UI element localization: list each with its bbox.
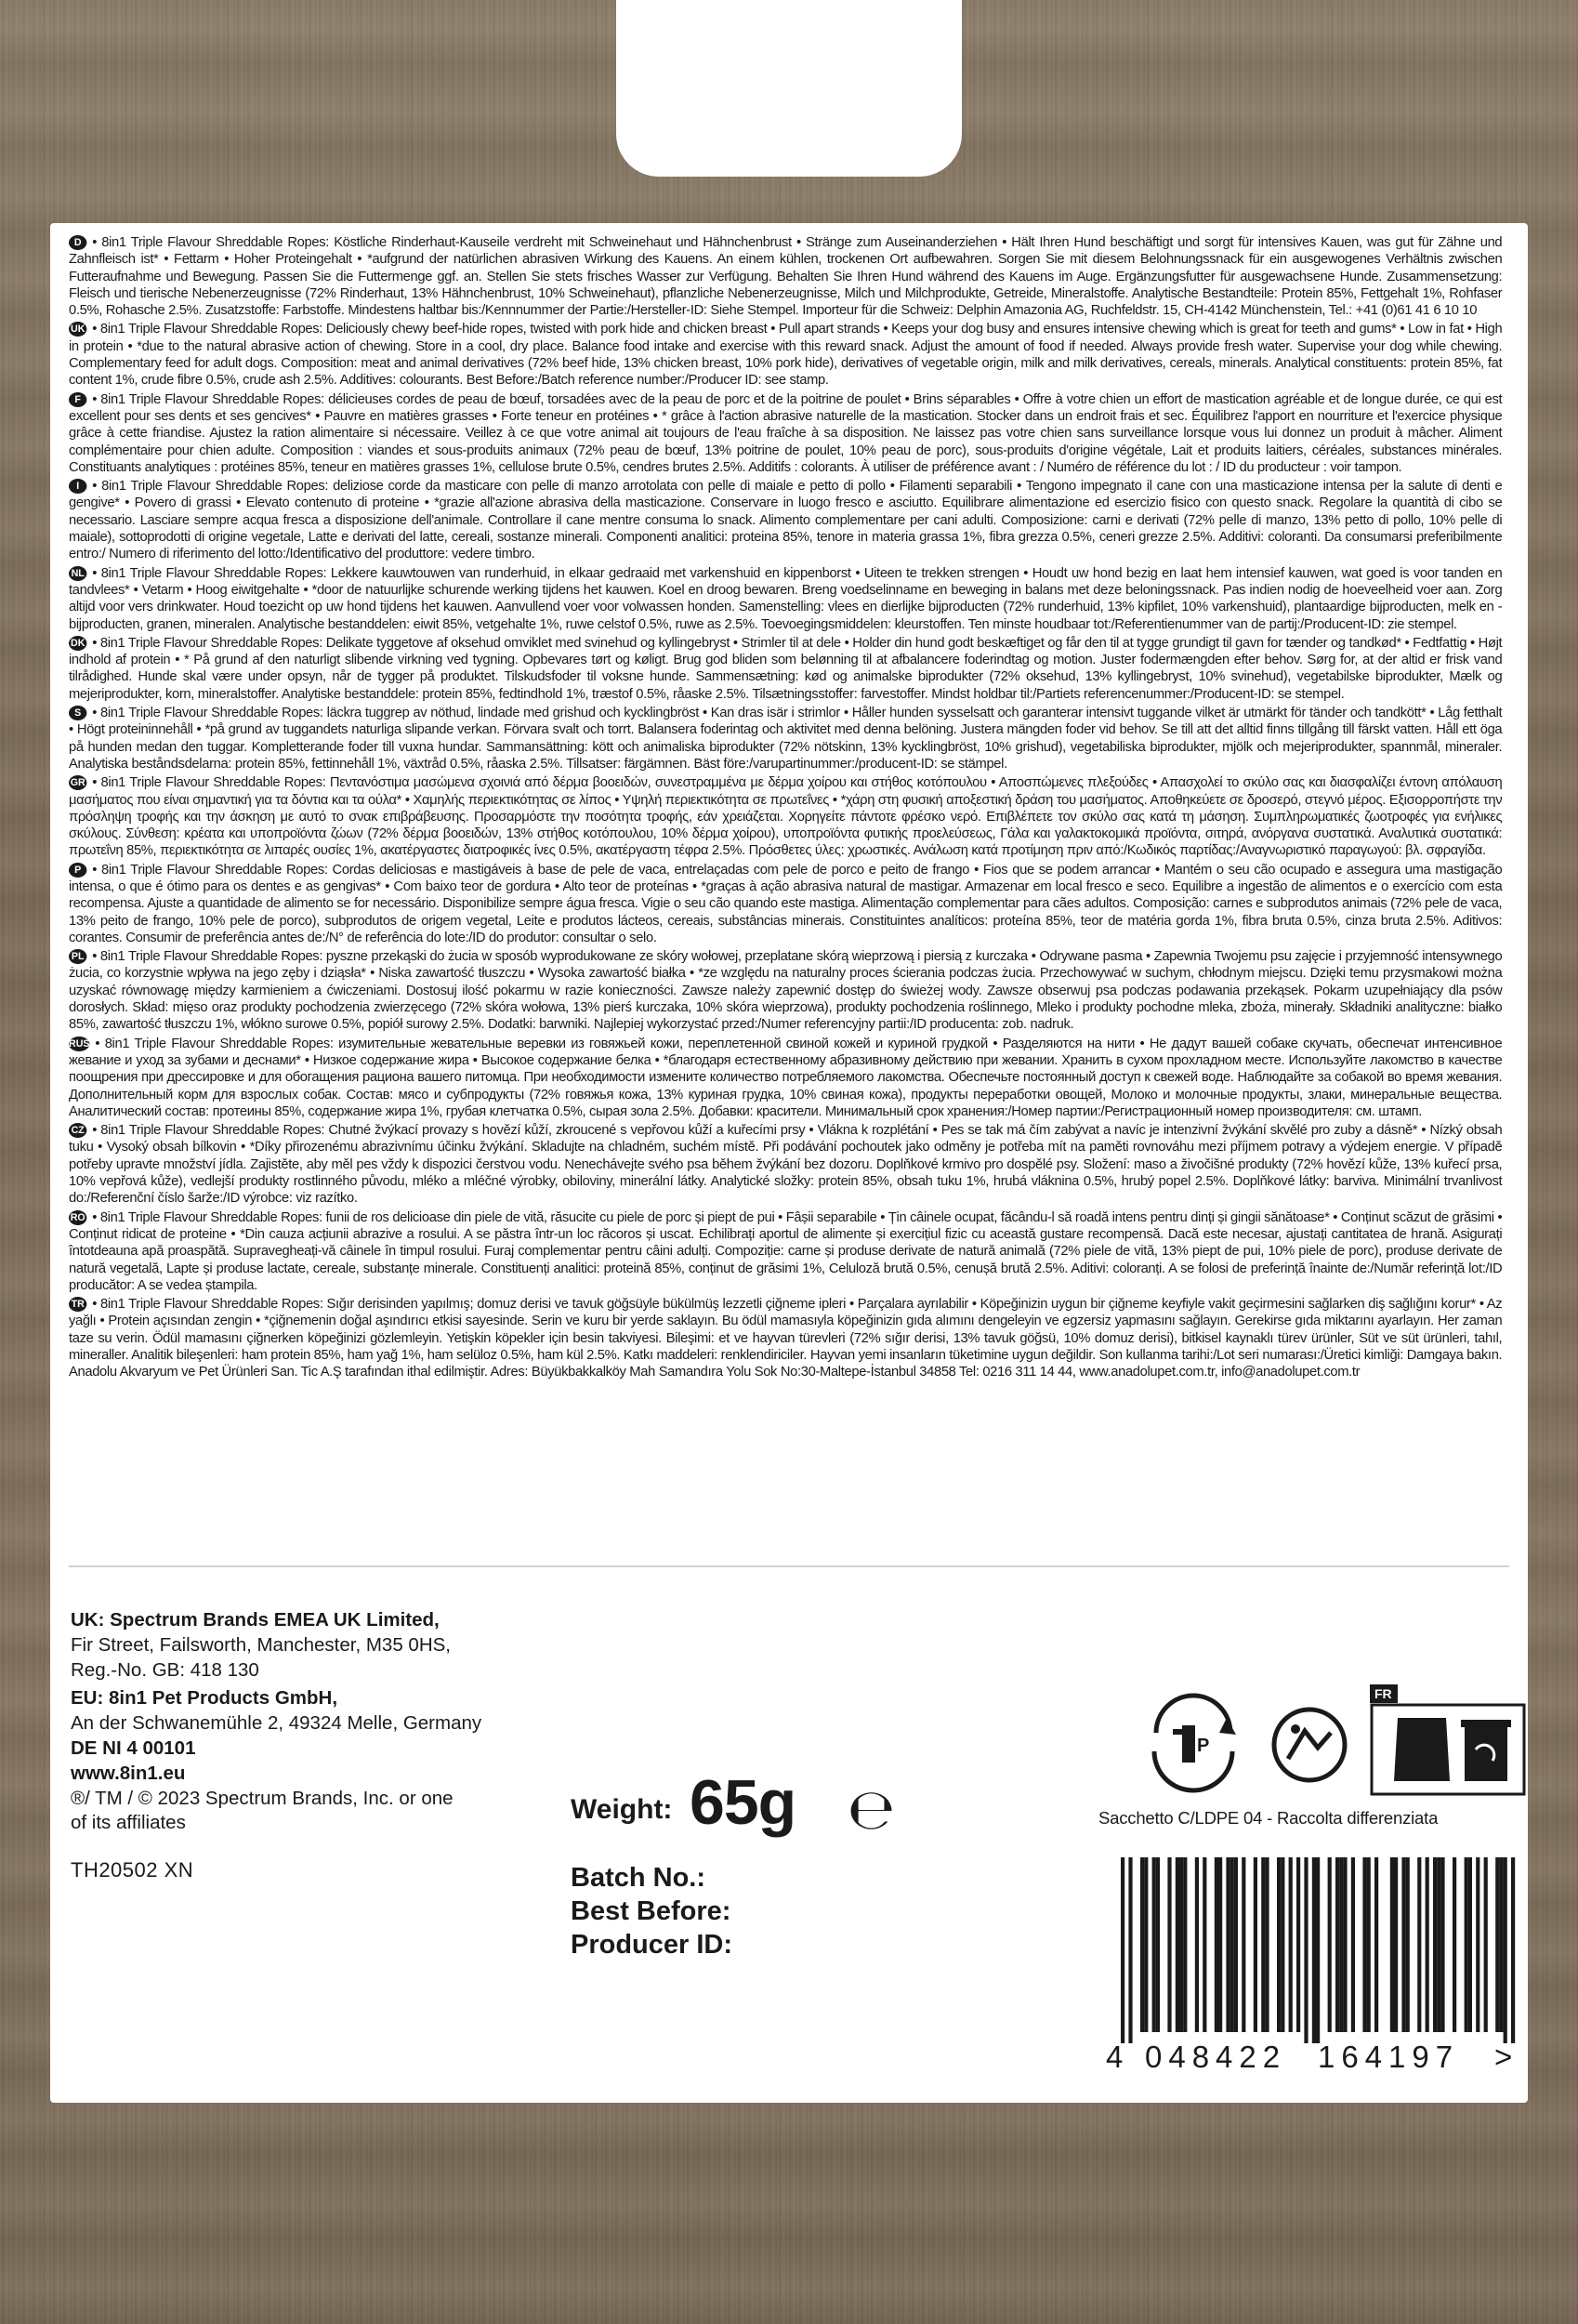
barcode-bar <box>1218 1857 1222 2032</box>
language-code-badge: TR <box>69 1297 86 1312</box>
ingredient-text: • 8in1 Triple Flavour Shreddable Ropes: изумительные жевательные веревки из говяжьей кожи, переплетенной свиной кожей и куриной грудкой • Разделяются на нити • Не дадут вашей собаке скучать, обеспечат интенсивное жевание и уход за зубами и деснами* • Низкое содержание жира • Высокое содержание белка • *благодаря естественному абразивному действию при жевании. Хранить в сухом прохладном месте. Используйте лакомство в качестве поощрения при дрессировке и для обогащения рациона вашего питомца. При необходимости измените количество потребляемого лакомства. Обеспечьте постоянный доступ к свежей воде. Наблюдайте за собакой во время жевания. Дополнительный корм для взрослых собак. Состав: мясо и субпродукты (72% говяжья кожа, 13% куриная грудка, 10% свиная кожа), продукты переработки овощей, Молоко и молочные продукты, злаки, минеральные вещества. Аналитический состав: протеины 85%, содержание жира 1%, грубая клетчатка 0.5%, сырая зола 2.5%. Добавки: красители. Минимальный срок хранения:/Номер партии:/Регистрационный номер производителя: см. штамп. <box>69 1035 1503 1119</box>
barcode-bar <box>1144 1857 1148 2032</box>
barcode-bar <box>1183 1857 1187 2032</box>
trademark-line2: of its affiliates <box>71 1812 186 1834</box>
barcode-bar <box>1401 1857 1405 2032</box>
fr-tag-label: FR <box>1374 1686 1392 1701</box>
recycling-icons <box>1128 1684 1528 1796</box>
barcode-digits-right: 164197 <box>1318 2040 1460 2074</box>
ingredient-block <box>69 948 1502 1033</box>
weight-label: Weight: <box>571 1794 673 1825</box>
weight-value: 65g <box>690 1767 796 1838</box>
barcode-bar <box>1156 1857 1160 2032</box>
ingredient-block <box>69 705 1502 772</box>
barcode-bar <box>1254 1857 1257 2032</box>
ingredient-text: • 8in1 Triple Flavour Shreddable Ropes: läckra tuggrep av nöthud, lindade med grishud och kycklingbröst • Kan dras isär i strimlor • Håller hunden sysselsatt och garanterar intensivt tuggande vilket är utmärkt för tänder och tandkött* • Låg fetthalt • Högt proteininnehåll • *på grund av tuggandets naturliga slipande verkan. Förvara svalt och torrt. Balansera foderintag och aktivitet med denna belöning. Justera mängden foder vid behov. Se till att det alltid finns tillgång till färskt vatten. Håll ett öga på hunden medan den tuggar. Kompletterande foder till vuxna hundar. Sammansättning: kött och animaliska biprodukter (72% nötskinn, 13% kycklingbröst, 10% grishud), vegetabiliska biprodukter, mjölk och mejeriprodukter, spannmål, mineraler. Analytiska beståndsdelarna: protein 85%, fettinnehåll 1%, växtråd 0.5%, råaska 2.5%. Tillsatser: färgämnen. Bäst före:/varupartinummer:/producent-ID: se stämpel. <box>69 705 1503 772</box>
barcode-bar <box>1417 1857 1421 2032</box>
barcode-bar <box>1176 1857 1179 2032</box>
batch-number-label: Batch No.: <box>571 1863 705 1893</box>
language-code-badge: NL <box>69 566 86 581</box>
barcode-bar <box>1234 1857 1238 2032</box>
triman-icon <box>1154 1696 1236 1790</box>
barcode-bar <box>1394 1857 1398 2032</box>
barcode-bar <box>1230 1857 1234 2032</box>
barcode-bar <box>1152 1857 1156 2032</box>
barcode-bar <box>1495 1857 1499 2032</box>
barcode-bar <box>1499 1857 1503 2032</box>
barcode-bar <box>1167 1857 1171 2032</box>
fr-tag <box>1370 1684 1398 1703</box>
hang-tab <box>616 0 962 177</box>
barcode-bar <box>1226 1857 1230 2032</box>
language-code-badge: UK <box>69 322 86 337</box>
barcode-bar <box>1426 1857 1429 2032</box>
barcode-bar <box>1312 1857 1316 2043</box>
divider <box>69 1565 1509 1567</box>
barcode-bar <box>1179 1857 1183 2032</box>
language-code-badge: P <box>69 863 86 878</box>
barcode-bar <box>1406 1857 1410 2032</box>
barcode-bar <box>1328 1857 1332 2032</box>
svg-text:P: P <box>1197 1736 1210 1756</box>
language-code-badge: I <box>69 479 86 494</box>
barcode-bar <box>1453 1857 1456 2032</box>
language-code-badge: GR <box>70 777 85 789</box>
de-code: DE NI 4 00101 <box>71 1736 196 1759</box>
e-mark-icon: ℮ <box>848 1777 896 1842</box>
language-code-badge: RUS <box>69 1037 90 1050</box>
ingredient-block <box>69 862 1502 946</box>
ingredient-block <box>69 635 1502 703</box>
barcode-bar <box>1203 1857 1206 2032</box>
barcode-bar <box>1195 1857 1199 2032</box>
eu-address: An der Schwanemühle 2, 49324 Melle, Germany <box>71 1712 482 1735</box>
barcode-bar <box>1351 1857 1355 2032</box>
ingredient-text: • 8in1 Triple Flavour Shreddable Ropes: Cordas deliciosas e mastigáveis à base de pele de vaca, entrelaçadas com pele de porco e peito de frango • Fios que se podem arrancar • Mantém o seu cão ocupado e assegura uma mastigação intensa, o que é ótimo para os dentes e as gengivas* • Com baixo teor de gordura • Alto teor de proteínas • *graças à ação abrasiva natural de mastigar. Armazenar em local fresco e seco. Equilibre a ingestão de alimentos e o exercício com esta recompensa. Ajuste a quantidade de alimento se for necessário. Disponibilize sempre água fresca. Vigie o seu cão quando este mastiga. Alimentação complementar para cães adultos. Composição: carnes e subprodutos animais (72% pele de vaca, 13% peito de frango, 10% pele de porco), subprodutos de origem vegetal, Leite e produtos lácteos, cereais, substâncias minerais. Constituintes analíticos: proteína 85%, teor de matéria gorda 1%, fibra bruta 0.5%, cinza bruta 2.5%. Aditivos: corantes. Consumir de preferência antes de:/N° de referência do lote:/ID do produtor: consultar o selo. <box>69 861 1503 945</box>
ingredient-text: • 8in1 Triple Flavour Shreddable Ropes: Lekkere kauwtouwen van runderhuid, in elkaar gedraaid met varkenshuid en kippenborst • Uiteen te trekken strengen • Houdt uw hond bezig en laat hem intensief kauwen, wat goed is voor tanden en tandvlees* • Vetarm • Hoog eiwitgehalte • *door de natuurlijke schurende werking tijdens het kauwen. Koel en droog bewaren. Breng voedselinname en beweging in balans met deze beloningssnack. Pas indien nodig de hoeveelheid voer aan. Zorg altijd voor vers drinkwater. Houd toezicht op uw hond tijdens het kauwen. Aanvullend voer voor volwassen honden. Samenstelling: vlees en dierlijke bijproducten (72% runderhuid, 13% kipfilet, 10% varkenshuid), plantaardige bijproducten, melk en -bijproducten, granen, mineralen. Analytische bestanddelen: eiwit 85%, vetgehalte 1%, ruwe celstof 0.5%, ruwe as 2.5%. Toevoegingsmiddelen: kleurstoffen. Ten minste houdbaar tot:/Referentienummer van de partij:/Producent-ID: zie stempel. <box>69 564 1503 632</box>
ingredient-text: • 8in1 Triple Flavour Shreddable Ropes: Deliciously chewy beef-hide ropes, twisted with pork hide and chicken breast • Pull apart strands • Keeps your dog busy and ensures intensive chewing which is great for teeth and gums* • Low in fat • High in protein • *due to the natural abrasive action of chewing. Store in a cool, dry place. Balance food intake and exercise with this reward snack. Adjust the amount of food if needed. Always provide fresh water. Supervise your dog while chewing. Complementary feed for adult dogs. Composition: meat and animal derivatives (72% beef hide, 13% chicken breast, 10% pork hide), derivatives of vegetable origin, milk and milk derivatives, cereals, minerals. Analytical constituents: protein 85%, fat content 1%, crude fibre 0.5%, crude ash 2.5%. Additives: colourants. Best Before:/Batch reference number:/Producer ID: see stamp. <box>69 321 1503 389</box>
barcode-bar <box>1121 1857 1124 2043</box>
ingredient-block <box>69 1296 1502 1380</box>
uk-company: UK: Spectrum Brands EMEA UK Limited, <box>71 1609 440 1631</box>
language-code-badge: F <box>69 392 86 407</box>
barcode-bar <box>1289 1857 1293 2032</box>
barcode-bar <box>1374 1857 1378 2032</box>
manufacturer-info <box>71 1608 554 1883</box>
batch-info <box>571 1861 732 1961</box>
ingredient-text: • 8in1 Triple Flavour Shreddable Ropes: Sığır derisinden yapılmış; domuz derisi ve tavuk göğsüyle bükülmüş lezzetli çiğneme ipleri • Parçalara ayrılabilir • Köpeğinizin uygun bir çiğneme keyfiyle vakit geçirmesini sağlarken diş sağlığını korur* • Az yağlı • Protein açısından zengin • *çiğnemenin doğal aşındırıcı etkisi sayesinde. Serin ve kuru bir yerde saklayın. Bu ödül mamasıyla köpeğinizin gıda alımını dengeleyin ve egzersiz yapmasını sağlayın. Gerekirse gıda miktarını ayarlayın. Her zaman taze su verin. Ödül mamasını çiğnerken köpeğinizi gözlemleyin. Yetişkin köpekler için besin takviyesi. Bileşimi: et ve hayvan türevleri (72% sığır derisi, 13% tavuk göğsü, 10% domuz derisi), bitkisel kaynaklı türev ürünler, Süt ve süt ürünleri, tahıl, mineraller. Analitik bileşenleri: ham protein 85%, ham yağ 1%, ham selüloz 0.5%, ham kül 2.5%. Katkı maddeleri: renklendiriciler. Hayvan yemi insanların tüketimine uygun değildir. Son kullanma tarihi:/Lot seri numarası:/Üretici kimliği: Damgaya bakın. Anadolu Akvaryum ve Pet Ürünleri San. Tic A.Ş tarafından ithal edilmiştir. Adres: Büyükbakkalköy Mah Samandıra Yolu Sok No:30-Maltepe-İstanbul 34858 Tel: 0216 311 14 44, www.anadolupet.com.tr, info@anadolupet.com.tr <box>69 1296 1503 1380</box>
ingredient-block <box>69 234 1502 319</box>
ingredient-text: • 8in1 Triple Flavour Shreddable Ropes: pyszne przekąski do żucia w sposób wyprodukowane ze skóry wołowej, przeplatane skórą wieprzową i piersią z kurczaka • Odrywane pasma • Zapewnia Twojemu psu zajęcie i przyjemność intensywnego żucia, co korzystnie wpływa na jego zęby i dziąsła* • Niska zawartość tłuszczu • Wysoka zawartość białka • *ze względu na naturalny proces ścierania podczas żucia. Przechowywać w suchym, chłodnym miejscu. Dzięki temu przysmakowi można uzyskać równowagę między karmieniem a ćwiczeniami. Dostosuj ilość pokarmu w razie konieczności. Zawsze należy zapewnić dostęp do świeżej wody. Zawsze obserwuj psa podczas podawania przekąsek. Pokarm uzupełniający dla psów dorosłych. Skład: mięso oraz produkty pochodzenia zwierzęcego (72% skóra wołowa, 13% pierś kurczaka, 10% skóra wieprzowa), produkty pochodzenia roślinnego, Mleko i produkty pochodne mleka, zboża, minerały. Składniki analityczne: białko 85%, zawartość tłuszczu 1%, włókno surowe 0.5%, popiół surowy 2.5%. Dodatki: barwniki. Najlepiej wykorzystać przed:/Numer referencyjny partii:/ID producenta: zob. nadruk. <box>69 948 1503 1033</box>
barcode-bar <box>1511 1857 1515 2043</box>
barcode-bar <box>1215 1857 1218 2032</box>
barcode-bar <box>1367 1857 1371 2032</box>
ingredient-block <box>69 1122 1502 1207</box>
uk-address: Fir Street, Failsworth, Manchester, M35 0HS, <box>71 1633 451 1656</box>
barcode-bar <box>1335 1857 1339 2032</box>
barcode-end-mark: > <box>1494 2040 1513 2074</box>
barcode-bar <box>1468 1857 1472 2032</box>
barcode-bar <box>1437 1857 1440 2032</box>
ingredient-text: • 8in1 Triple Flavour Shreddable Ropes: Πεντανόστιμα μασώμενα σχοινιά από δέρμα βοοειδών, συνεστραμμένα με δέρμα χοίρου και στήθος κοτόπουλου • Αποσπώμενες πλεξούδες • Απασχολεί το σκύλο σας και διασφαλίζει έντονη απόλαυση μασήματος που είναι σημαντική για τα δόντια και τα ούλα* • Χαμηλής περιεκτικότητας σε λίπος • Υψηλή περιεκτικότητα σε πρωτεΐνες • *χάρη στη φυσική αποξεστική δράση του μασήματος. Αποθηκεύετε σε δροσερό, στεγνό μέρος. Εξισορροπήστε την πρόσληψη τροφής και την άσκηση με αυτό το σνακ επιβράβευσης. Προσαρμόστε την ποσότητα τροφής, εάν χρειάζεται. Χορηγείτε πάντοτε φρέσκο νερό. Επιβλέπετε τον σκύλο σας κατά τη μάσηση. Συμπληρωματικές ζωοτροφές για ενήλικες σκύλους. Σύνθεση: κρέατα και υποπροϊόντα ζώων (72% δέρμα βοοειδών, 13% στήθος κοτόπουλου, 10% δέρμα χοίρου), υποπροϊόντα φυτικής προελεύσεως, Γάλα και γαλακτοκομικά προϊόντα, σιτηρά, ανόργανα συστατικά. Αναλυτικά συστατικά: πρωτεΐνη 85%, περιεκτικότητα σε λιπαρές ουσίες 1%, ακατέργαστες διατροφικές ίνες 0.5%, ακατέργαστη τέφρα 2.5%. Πρόσθετες ύλες: χρωστικές. Ανάλωση κατά προτίμηση πριν από:/Κωδικός παρτίδας:/Αναγνωριστικό παραγωγού: βλ. σφραγίδα. <box>69 774 1503 859</box>
barcode-bar <box>1343 1857 1347 2032</box>
ingredient-block <box>69 774 1502 859</box>
product-code: TH20502 XN <box>71 1858 194 1882</box>
eu-company: EU: 8in1 Pet Products GmbH, <box>71 1687 338 1710</box>
barcode-bar <box>1390 1857 1394 2032</box>
barcode-bar <box>1304 1857 1308 2043</box>
language-code-badge: CZ <box>69 1123 86 1138</box>
barcode-bar <box>1440 1857 1444 2032</box>
ingredient-block <box>69 478 1502 562</box>
ingredient-block <box>69 1036 1502 1120</box>
ingredient-block <box>69 1209 1502 1294</box>
barcode-bar <box>1128 1857 1132 2043</box>
trademark-line1: ®/ TM / © 2023 Spectrum Brands, Inc. or one <box>71 1787 454 1809</box>
ingredient-block <box>69 321 1502 389</box>
language-code-badge: DK <box>69 636 86 651</box>
ingredient-text: • 8in1 Triple Flavour Shreddable Ropes: funii de ros delicioase din piele de vită, răsucite cu piele de porc și piept de pui • Fâșii separabile • Țin câinele ocupat, făcându-l să roadă intens pentru dinți și gingii sănătoase* • Conținut scăzut de grăsimi • Conținut ridicat de proteine • *Din cauza acțiunii abrazive a rosului. A se păstra într-un loc răcoros și uscat. Echilibrați aportul de alimente și exercițiul fizic cu această gustare recompensă. Dacă este necesar, ajustați cantitatea de hrană. Asigurați întotdeauna apă proaspătă. Supravegheați-vă câinele în timpul rosului. Furaj complementar pentru câini adulți. Compoziție: carne și produse derivate de natură animală (72% piele de vită, 13% piept de pui, 10% piele de porc), produse derivate de natură vegetală, Lapte și produse lactate, cereale, substanțe minerale. Constituenți analitici: proteină 85%, conținut de grăsimi 1%, Celuloză brută 0.5%, cenușă brută 2.5%. Aditivi: coloranți. A se folosi de preferință înainte de:/Număr referință lot:/ID producător: A se vedea ștampila. <box>69 1208 1503 1293</box>
language-code-badge: PL <box>69 949 86 964</box>
barcode-bar <box>1362 1857 1366 2032</box>
ingredient-text: • 8in1 Triple Flavour Shreddable Ropes: délicieuses cordes de peau de bœuf, torsadées avec de la peau de porc et de la poitrine de poulet • Brins séparables • Offre à votre chien un effort de mastication agréable et de longue durée, ce qui est excellent pour ses dents et ses gencives* • Pauvre en matières grasses • Forte teneur en protéines • * grâce à l'action abrasive naturelle de la mastication. Stocker dans un endroit frais et sec. Équilibrez l'apport en nourriture et l'exercice physique grâce à cette friandise. Ajustez la ration alimentaire si nécessaire. Veillez à ce que votre animal ait toujours de l'eau fraîche à sa disposition. Ne laissez pas votre chien sans surveillance lorsque vous lui donnez un produit à mâcher. Aliment complémentaire pour chien adulte. Composition : viandes et sous-produits animaux (72% peau de bœuf, 13% poitrine de poulet, 10% peau de porc), sous-produits d'origine végétale, Lait et produits laitiers, céréales, substances minérales. Constituants analytiques : protéines 85%, teneur en matières grasses 1%, cellulose brute 0.5%, cendres brutes 2.5%. Additifs : colorants. À utiliser de préférence avant : / Numéro de référence du lot : / ID du producteur : voir tampon. <box>69 390 1503 475</box>
barcode-digits-left: 048422 <box>1145 2040 1287 2074</box>
barcode-bar <box>1433 1857 1437 2032</box>
ingredients-text <box>50 223 1528 1565</box>
barcode-bar <box>1242 1857 1245 2032</box>
barcode-bar <box>1277 1857 1281 2032</box>
barcode-bar <box>1476 1857 1479 2032</box>
recycling-text: Sacchetto C/LDPE 04 - Raccolta differenziata <box>1098 1808 1439 1828</box>
barcode-bar <box>1140 1857 1144 2032</box>
ingredient-text: • 8in1 Triple Flavour Shreddable Ropes: deliziose corde da masticare con pelle di manzo arrotolata con pelle di maiale e petto di pollo • Filamenti separabili • Tengono impegnato il cane con una masticazione intensa per la salute di denti e gengive* • Povero di grassi • Elevato contenuto di proteine • *grazie all'azione abrasiva della masticazione. Conservare in luogo fresco e asciutto. Equilibrare alimentazione ed esercizio fisico con questo snack. Regolare la quantità di cibo se necessario. Lasciare sempre acqua fresca a disposizione dell'animale. Controllare il cane mentre consuma lo snack. Alimento complementare per cani adulti. Composizione: carni e derivati (72% pelle di manzo, 13% petto di pollo, 10% pelle di maiale), sottoprodotti di origine vegetale, Latte e derivati del latte, cereali, sostanze minerali. Componenti analitici: proteina 85%, tenore in materia grassa 1%, fibra grezza 0.5%, ceneri grezze 2.5%. Additivi: coloranti. Da consumarsi preferibilmente entro:/ Numero di riferimento del lotto:/Identificativo del produttore: vedere timbro. <box>69 478 1503 562</box>
barcode-bar <box>1339 1857 1343 2032</box>
barcode-bar <box>1265 1857 1269 2032</box>
barcode <box>1106 1857 1524 2074</box>
barcode-digit-first: 4 <box>1106 2040 1124 2074</box>
disposal-icon <box>1274 1710 1345 1780</box>
ingredient-block <box>69 565 1502 633</box>
website: www.8in1.eu <box>71 1762 186 1784</box>
barcode-bars <box>1106 1857 1524 2043</box>
product-label <box>50 223 1528 2103</box>
ingredient-block <box>69 391 1502 476</box>
barcode-bar <box>1296 1857 1300 2032</box>
barcode-bar <box>1484 1857 1488 2032</box>
pouch-bin-icon <box>1372 1705 1524 1794</box>
barcode-bar <box>1465 1857 1468 2032</box>
language-code-badge: RO <box>70 1211 85 1223</box>
ingredient-text: • 8in1 Triple Flavour Shreddable Ropes: Köstliche Rinderhaut-Kauseile verdreht mit Schweinehaut und Hähnchenbrust • Stränge zum Auseinanderziehen • Hält Ihren Hund beschäftigt und sorgt für intensives Kauen, was gut für Zähne und Zahnfleisch ist* • Fettarm • Hoher Proteingehalt • *aufgrund der natürlichen abrasiven Wirkung des Kauens. An einem kühlen, trockenen Ort aufbewahren. Sorgen Sie mit diesem Belohnungssnack für ein ausgewogenes Verhältnis zwischen Futteraufnahme und Bewegung. Passen Sie die Futtermenge ggf. an. Stellen Sie stets frisches Wasser zur Verfügung. Behalten Sie Ihren Hund während des Kauens im Auge. Ergänzungsfutter für ausgewachsene Hunde. Zusammensetzung: Fleisch und tierische Nebenerzeugnisse (72% Rinderhaut, 13% Hähnchenbrust, 10% Schweinehaut), pflanzliche Nebenerzeugnisse, Milch und Milchprodukte, Getreide, Mineralstoffe. Analytische Bestandteile: Protein 85%, Fettgehalt 1%, Rohfaser 0.5%, Rohasche 2.5%. Zusatzstoffe: Farbstoffe. Mindestens haltbar bis:/Kennnummer der Partie:/Hersteller-ID: Siehe Stempel. Importeur für die Schweiz: Delphin Amazonia AG, Ruchfeldstr. 15, CH-4142 Münchenstein, Tel.: +41 (0)61 41 6 10 10 <box>69 234 1503 319</box>
barcode-bar <box>1281 1857 1284 2032</box>
ingredient-text: • 8in1 Triple Flavour Shreddable Ropes: Chutné žvýkací provazy s hovězí kůží, zkroucené s vepřovou kůží a kuřecími prsy • Vlákna k rozplétání • Pes se tak má čím zabývat a navíc je intenzivní žvýkání skvělé pro zuby a dásně* • Nízký obsah tuku • Vysoký obsah bílkovin • *Díky přirozenému abrazivnímu účinku žvýkání. Skladujte na chladném, suchém místě. Při podávání pochoutek jako odměny je potřeba mít na paměti rovnováhu mezi příjmem potravy a výdejem energie. V případě potřeby upravte množství jídla. Zajistěte, aby měl pes vždy k dispozici čerstvou vodu. Nenechávejte svého psa během žvýkání bez dozoru. Doplňkové krmivo pro dospělé psy. Složení: maso a živočišné produkty (72% hovězí kůže, 13% kuřecí prsa, 10% vepřová kůže), vedlejší produkty rostlinného původu, mléko a mléčné výrobky, obiloviny, minerální látky. Analytické složky: protein 85%, obsah tuku 1%, hrubá vláknina 0.5%, hrubý popel 2.5%. Doplňkové látky: barviva. Minimální trvanlivost do:/Referenční číslo šarže:/ID výrobce: viz razítko. <box>69 1122 1503 1207</box>
producer-id-label: Producer ID: <box>571 1930 733 1960</box>
ingredient-text: • 8in1 Triple Flavour Shreddable Ropes: Delikate tyggetove af oksehud omviklet med svinehud og kyllingebryst • Strimler til at dele • Holder din hund godt beskæftiget og får den til at tygge grundigt til gavn for tænder og tandkød* • Fedtfattig • Højt indhold af protein • * På grund af den naturligt slibende virkning ved tygning. Opbevares tørt og køligt. Brug god bliden som belønning til at afbalancere foderindtag og motion. Juster fodermængden efter behov. Sørg for, at der altid er frisk vand tilrådighed. Hunde skal være under opsyn, når de tygger på produktet. Tilskudsfoder til voksne hunde. Sammensætning: kød og animalske biprodukter (72% oksehud, 13% kyllingebryst, 10% svinehud), vegetabilske biprodukter, Mælk og mejeriprodukter, korn, mineralstoffer. Analytiske bestanddele: protein 85%, fedtindhold 1%, træstof 0.5%, råaske 2.5%. Tilsætningsstoffer: farvestoffer. Mindst holdbar til:/Partiets referencenummer:/Producent-ID: se stempel. <box>69 634 1503 702</box>
best-before-label: Best Before: <box>571 1896 731 1926</box>
language-code-badge: D <box>69 235 86 250</box>
barcode-bar <box>1316 1857 1320 2043</box>
barcode-bar <box>1504 1857 1507 2043</box>
barcode-bar <box>1261 1857 1265 2032</box>
language-code-badge: S <box>69 706 86 720</box>
uk-registration: Reg.-No. GB: 418 130 <box>71 1658 259 1681</box>
